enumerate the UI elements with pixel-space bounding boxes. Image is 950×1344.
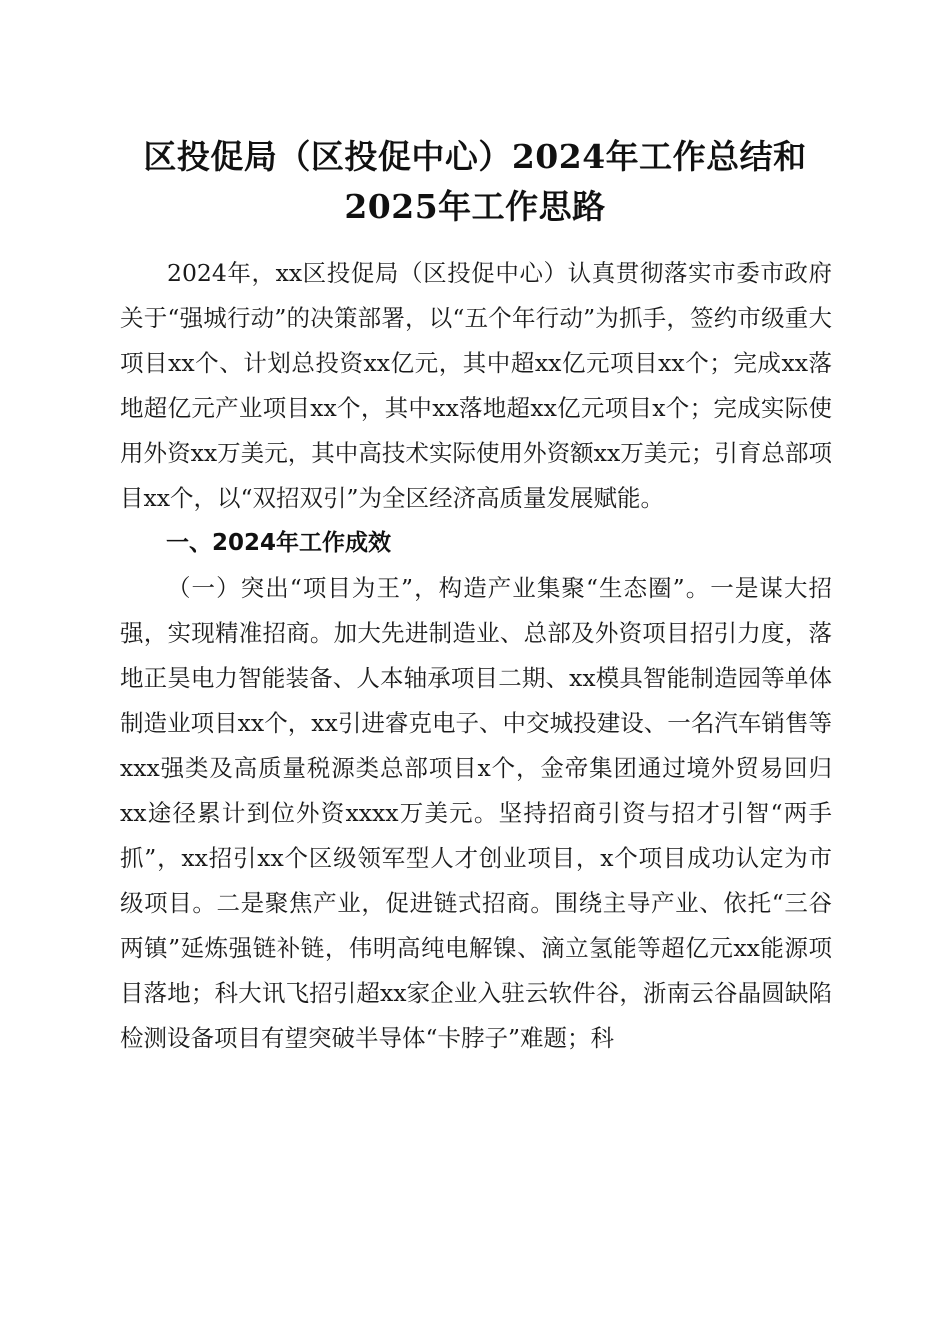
document-body (120, 251, 832, 1061)
title-line-1: 区投促局（区投促中心）2024年工作总结和 (143, 137, 807, 176)
title-line-2: 2025年工作思路 (344, 187, 606, 226)
intro-paragraph: 2024年，xx区投促局（区投促中心）认真贯彻落实市委市政府关于“强城行动”的决策部署，以“五个年行动”为抓手，签约市级重大项目xx个、计划总投资xx亿元，其中超xx亿元项目xx个；完成xx落地超亿元产业项目xx个，其中xx落地超xx亿元项目x个；完成实际使用外资xx万美元，其中高技术实际使用外资额xx万美元；引育总部项目xx个，以“双招双引”为全区经济高质量发展赋能。 (120, 259, 832, 512)
section-heading-1: 一、2024年工作成效 (166, 530, 392, 556)
document-title (100, 132, 850, 232)
subsection-paragraph-1: （一）突出“项目为王”，构造产业集聚“生态圈”。一是谋大招强，实现精准招商。加大先进制造业、总部及外资项目招引力度，落地正昊电力智能装备、人本轴承项目二期、xx模具智能制造园等单体制造业项目xx个，xx引进睿克电子、中交城投建设、一名汽车销售等xxx强类及高质量税源类总部项目x个，金帝集团通过境外贸易回归xx途径累计到位外资xxxx万美元。坚持招商引资与招才引智“两手抓”，xx招引xx个区级领军型人才创业项目，x个项目成功认定为市级项目。二是聚焦产业，促进链式招商。围绕主导产业、依托“三谷两镇”延炼强链补链，伟明高纯电解镍、滴立氢能等超亿元xx能源项目落地；科大讯飞招引超xx家企业入驻云软件谷，浙南云谷晶圆缺陷检测设备项目有望突破半导体“卡脖子”难题；科 (120, 574, 832, 1052)
